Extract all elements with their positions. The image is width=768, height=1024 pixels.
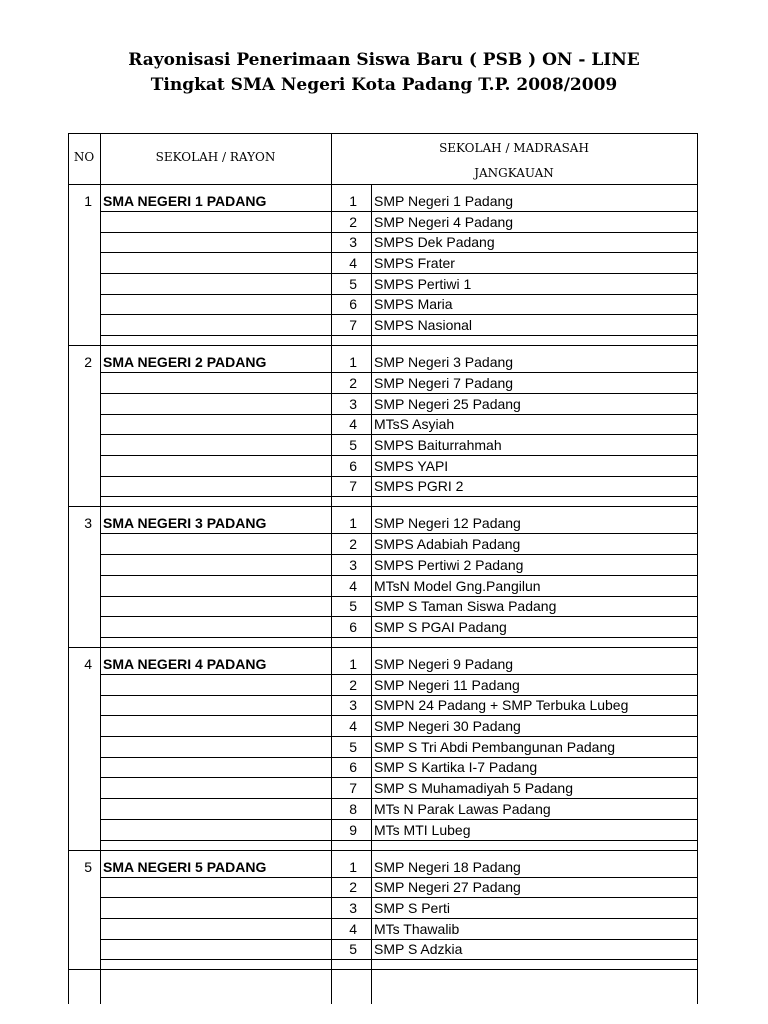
school-index: 2 — [349, 536, 357, 552]
column-border — [100, 184, 101, 1004]
group-number: 5 — [84, 859, 92, 875]
school-index: 2 — [349, 375, 357, 391]
school-index: 7 — [349, 478, 357, 494]
row-divider — [100, 897, 697, 898]
school-index: 3 — [349, 396, 357, 412]
school-name: SMP Negeri 30 Padang — [374, 718, 521, 734]
header-no: NO — [73, 150, 95, 164]
school-name: SMP Negeri 27 Padang — [374, 879, 521, 895]
school-index: 4 — [349, 255, 357, 271]
school-name: SMP Negeri 18 Padang — [374, 859, 521, 875]
row-divider — [100, 616, 697, 617]
school-name: SMP Negeri 3 Padang — [374, 354, 514, 370]
row-divider — [100, 211, 697, 212]
group-divider — [68, 647, 697, 648]
school-index: 1 — [349, 515, 357, 531]
group-divider — [68, 506, 697, 507]
row-divider — [100, 596, 697, 597]
row-divider — [100, 757, 697, 758]
school-index: 6 — [349, 458, 357, 474]
row-divider — [100, 918, 697, 919]
school-index: 3 — [349, 234, 357, 250]
header-madrasah: SEKOLAH / MADRASAH — [439, 141, 589, 155]
row-divider — [100, 939, 697, 940]
school-name: SMP S Kartika I-7 Padang — [374, 759, 538, 775]
school-name: SMPS Adabiah Padang — [374, 536, 521, 552]
group-number: 2 — [84, 354, 92, 370]
group-divider — [68, 850, 697, 851]
row-divider — [100, 314, 697, 315]
row-divider — [100, 476, 697, 477]
row-divider — [100, 715, 697, 716]
school-index: 6 — [349, 619, 357, 635]
row-divider — [100, 798, 697, 799]
school-index: 5 — [349, 276, 357, 292]
school-name: SMP S Tri Abdi Pembangunan Padang — [374, 739, 616, 755]
header-rayon: SEKOLAH / RAYON — [155, 150, 276, 164]
school-name: SMPS PGRI 2 — [374, 478, 464, 494]
row-divider — [100, 496, 697, 497]
rayon-name: SMA NEGERI 3 PADANG — [103, 515, 267, 531]
school-name: SMP Negeri 4 Padang — [374, 214, 514, 230]
column-border — [697, 133, 698, 1004]
row-divider — [100, 294, 697, 295]
school-index: 5 — [349, 941, 357, 957]
group-divider — [68, 969, 697, 970]
school-index: 3 — [349, 900, 357, 916]
rayon-name: SMA NEGERI 5 PADANG — [103, 859, 267, 875]
row-divider — [100, 840, 697, 841]
school-index: 2 — [349, 677, 357, 693]
row-divider — [100, 434, 697, 435]
row-divider — [100, 695, 697, 696]
school-index: 4 — [349, 921, 357, 937]
school-name: SMPS YAPI — [374, 458, 449, 474]
school-index: 3 — [349, 557, 357, 573]
school-name: SMP S Taman Siswa Padang — [374, 598, 557, 614]
row-divider — [100, 455, 697, 456]
school-name: SMP Negeri 25 Padang — [374, 396, 521, 412]
school-name: SMP S Perti — [374, 900, 450, 916]
row-divider — [100, 335, 697, 336]
header-jangkauan: JANGKAUAN — [474, 166, 554, 180]
school-index: 7 — [349, 780, 357, 796]
row-divider — [100, 252, 697, 253]
rayon-name: SMA NEGERI 4 PADANG — [103, 656, 267, 672]
group-number: 3 — [84, 515, 92, 531]
school-index: 2 — [349, 214, 357, 230]
school-name: MTs Thawalib — [374, 921, 460, 937]
school-name: SMP Negeri 9 Padang — [374, 656, 514, 672]
school-name: SMP S Muhamadiyah 5 Padang — [374, 780, 573, 796]
row-divider — [100, 393, 697, 394]
school-index: 9 — [349, 822, 357, 838]
school-name: MTsS Asyiah — [374, 416, 455, 432]
row-divider — [100, 674, 697, 675]
row-divider — [100, 877, 697, 878]
school-name: MTs MTI Lubeg — [374, 822, 471, 838]
school-index: 8 — [349, 801, 357, 817]
school-name: SMP Negeri 1 Padang — [374, 193, 514, 209]
school-name: SMPS Dek Padang — [374, 234, 495, 250]
school-index: 7 — [349, 317, 357, 333]
school-name: SMP S PGAI Padang — [374, 619, 507, 635]
school-index: 4 — [349, 578, 357, 594]
row-divider — [100, 533, 697, 534]
school-index: 6 — [349, 759, 357, 775]
school-name: MTsN Model Gng.Pangilun — [374, 578, 541, 594]
school-index: 1 — [349, 859, 357, 875]
row-divider — [100, 819, 697, 820]
rayon-name: SMA NEGERI 2 PADANG — [103, 354, 267, 370]
school-name: SMP Negeri 12 Padang — [374, 515, 521, 531]
school-index: 5 — [349, 437, 357, 453]
school-index: 5 — [349, 739, 357, 755]
school-name: SMPS Frater — [374, 255, 455, 271]
school-index: 6 — [349, 296, 357, 312]
school-name: SMPS Maria — [374, 296, 453, 312]
group-number: 4 — [84, 656, 92, 672]
column-border — [100, 133, 101, 184]
group-number: 1 — [84, 193, 92, 209]
row-divider — [100, 637, 697, 638]
school-name: SMPN 24 Padang + SMP Terbuka Lubeg — [374, 697, 629, 713]
column-border — [331, 133, 332, 1004]
row-divider — [100, 554, 697, 555]
school-index: 4 — [349, 718, 357, 734]
school-index: 2 — [349, 879, 357, 895]
row-divider — [100, 959, 697, 960]
school-index: 4 — [349, 416, 357, 432]
school-index: 3 — [349, 697, 357, 713]
school-name: SMPS Pertiwi 2 Padang — [374, 557, 524, 573]
row-divider — [100, 414, 697, 415]
school-name: SMPS Pertiwi 1 — [374, 276, 472, 292]
school-name: SMPS Nasional — [374, 317, 473, 333]
school-index: 1 — [349, 354, 357, 370]
row-divider — [100, 372, 697, 373]
school-index: 1 — [349, 656, 357, 672]
school-name: MTs N Parak Lawas Padang — [374, 801, 551, 817]
school-name: SMP Negeri 11 Padang — [374, 677, 520, 693]
header-bottom-border — [68, 184, 697, 185]
column-border — [68, 133, 69, 1004]
row-divider — [100, 273, 697, 274]
row-divider — [100, 575, 697, 576]
row-divider — [100, 232, 697, 233]
school-name: SMPS Baiturrahmah — [374, 437, 502, 453]
rayon-name: SMA NEGERI 1 PADANG — [103, 193, 267, 209]
row-divider — [100, 777, 697, 778]
row-divider — [100, 736, 697, 737]
school-index: 5 — [349, 598, 357, 614]
school-name: SMP S Adzkia — [374, 941, 463, 957]
column-border — [371, 184, 372, 1004]
school-index: 1 — [349, 193, 357, 209]
school-name: SMP Negeri 7 Padang — [374, 375, 514, 391]
group-divider — [68, 345, 697, 346]
document-title-line1: Rayonisasi Penerimaan Siswa Baru ( PSB ) ON - LINE — [128, 50, 640, 70]
table-top-border — [68, 133, 697, 134]
document-title-line2: Tingkat SMA Negeri Kota Padang T.P. 2008/2009 — [150, 75, 618, 95]
